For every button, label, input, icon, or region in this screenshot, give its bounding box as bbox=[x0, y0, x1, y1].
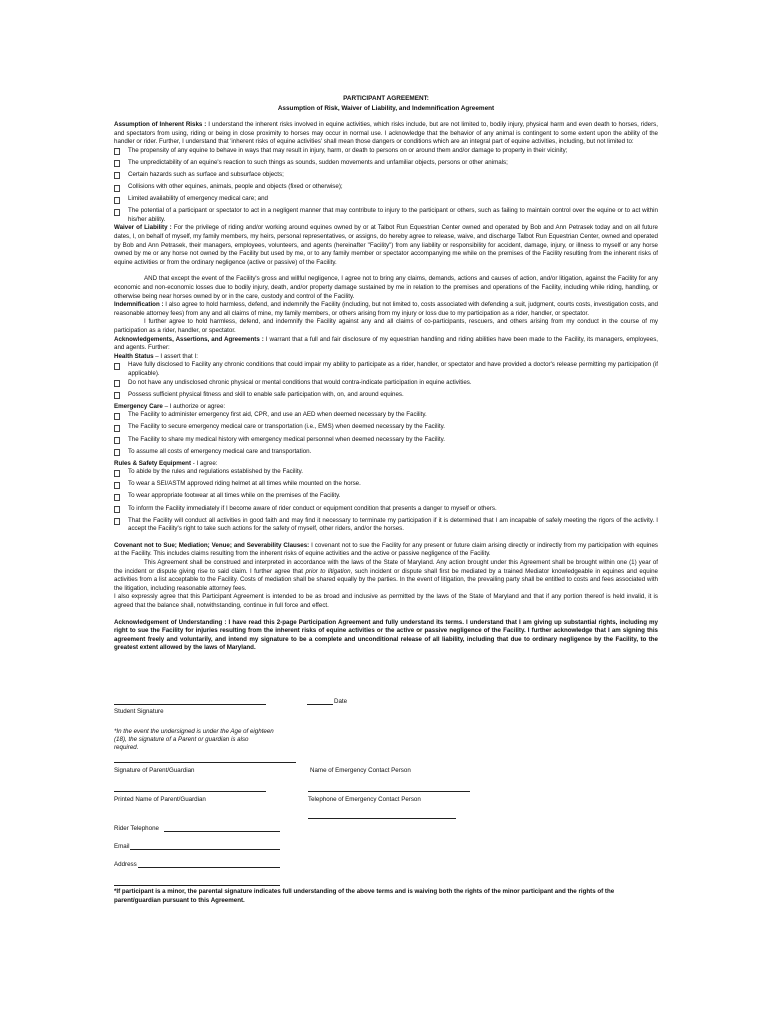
printed-name-label: Printed Name of Parent/Guardian bbox=[114, 796, 206, 803]
waiver-paragraph bbox=[114, 224, 658, 267]
list-item: To wear appropriate footwear at all times while on the premises of the Facility. bbox=[114, 492, 658, 504]
list-item: The unpredictability of an equine's reaction to such things as sounds, sudden movements and unfamiliar objects, persons or other animals; bbox=[114, 159, 658, 171]
rider-telephone-line[interactable] bbox=[164, 831, 280, 832]
list-item: Have fully disclosed to Facility any chronic conditions that could impair my ability to participate as a rider, handler, or spectator and have provided a doctor's release permitting my participation (if applicable). bbox=[114, 361, 658, 378]
list-item: Possess sufficient physical fitness and skill to enable safe participation with, on, and around equines. bbox=[114, 391, 658, 403]
understanding-paragraph bbox=[114, 619, 658, 653]
list-item: Do not have any undisclosed chronic physical or mental conditions that would contra-indicate participation in equine activities. bbox=[114, 379, 658, 391]
checkbox-icon bbox=[114, 482, 120, 489]
student-signature-label: Student Signature bbox=[114, 708, 164, 715]
list-item: Certain hazards such as surface and subsurface objects; bbox=[114, 171, 658, 183]
address-line[interactable] bbox=[138, 867, 280, 868]
checkbox-icon bbox=[114, 425, 120, 432]
checkbox-icon bbox=[114, 197, 120, 204]
covenant-paragraph bbox=[114, 542, 658, 559]
emergency-care-list bbox=[114, 411, 658, 459]
agreement-body bbox=[114, 94, 658, 653]
list-item: The propensity of any equine to behave in ways that may result in injury, harm, or death to persons on or around them and/or damage to property in their vicinity; bbox=[114, 147, 658, 159]
emergency-care-heading-line bbox=[114, 403, 658, 412]
emergency-phone-label: Telephone of Emergency Contact Person bbox=[308, 796, 421, 803]
acknowledgements-heading: Acknowledgements, Assertions, and Agreements : bbox=[114, 335, 264, 343]
health-status-heading-line bbox=[114, 353, 658, 362]
checkbox-icon bbox=[114, 518, 120, 525]
indemnification-heading: Indemnification : bbox=[114, 301, 164, 309]
checkbox-icon bbox=[114, 148, 120, 155]
date-line[interactable] bbox=[307, 704, 333, 705]
parent-signature-label: Signature of Parent/Guardian bbox=[114, 767, 195, 774]
severability-paragraph: I also expressly agree that this Participant Agreement is intended to be as broad and inclusive as permitted by the laws of the State of Maryland and that if any portion thereof is held invalid, it is agreed that the balance shall, notwithstanding, continue in full force and effect. bbox=[114, 593, 658, 609]
rules-heading-line bbox=[114, 460, 658, 469]
email-label: Email bbox=[114, 843, 130, 850]
checkbox-icon bbox=[114, 449, 120, 456]
checkbox-icon bbox=[114, 506, 120, 513]
further-agree-paragraph: I further agree to hold harmless, defend, and indemnify the Facility against any and all claims of co-participants, rescuers, and others arising from my conduct in the course of my participation as a rider, handler, or spectator. bbox=[114, 318, 658, 334]
health-status-suffix: – I assert that I: bbox=[153, 352, 198, 360]
checkbox-icon bbox=[114, 470, 120, 477]
document-title: PARTICIPANT AGREEMENT: bbox=[343, 95, 429, 102]
emergency-phone-line[interactable] bbox=[308, 791, 470, 792]
student-signature-line[interactable] bbox=[114, 704, 266, 705]
list-item: To assume all costs of emergency medical care and transportation. bbox=[114, 448, 658, 460]
construed-text-b: , such incident or dispute shall first be mediated by a trained Mediator knowledgeable in equines and equine activities from a list acceptable to the Facility. Costs of mediation shall be shared equally by the parties. In the event of litigation, the prevailing party shall be entitled to costs and fees associated with the litigation, including reasonable attorney fees. bbox=[114, 567, 658, 592]
list-item: Collisions with other equines, animals, people and objects (fixed or otherwise); bbox=[114, 183, 658, 195]
list-item: To abide by the rules and regulations established by the Facility. bbox=[114, 468, 658, 480]
rules-suffix: - I agree: bbox=[191, 459, 218, 467]
rules-heading: Rules & Safety Equipment bbox=[114, 459, 192, 467]
inherent-risks-paragraph bbox=[114, 121, 658, 147]
email-line[interactable] bbox=[130, 849, 280, 850]
waiver-heading: Waiver of Liability : bbox=[114, 224, 172, 232]
list-item: The Facility to administer emergency first aid, CPR, and use an AED when deemed necessary by the Facility. bbox=[114, 411, 658, 423]
checkbox-icon bbox=[114, 380, 120, 387]
emergency-name-label: Name of Emergency Contact Person bbox=[310, 767, 411, 774]
address-label: Address bbox=[114, 861, 137, 868]
checkbox-icon bbox=[114, 185, 120, 192]
footer-separator-line bbox=[114, 885, 280, 886]
list-item: The Facility to secure emergency medical care or transportation (i.e., EMS) when deemed necessary by the Facility. bbox=[114, 423, 658, 435]
checkbox-icon bbox=[114, 437, 120, 444]
parent-signature-line[interactable] bbox=[114, 762, 296, 763]
printed-name-line[interactable] bbox=[114, 791, 266, 792]
emergency-care-suffix: – I authorize or agree: bbox=[162, 402, 226, 410]
covenant-text: I covenant not to sue the Facility for any present or future claim arising directly or indirectly from my participation with equines at the Facility. This includes claims resulting from the inherent risks of equine activities and the active or passive negligence of the Facility. bbox=[114, 541, 658, 558]
waiver-text: For the privilege of riding and/or working around equines owned by or at Talbot Run Equestrian Center owned and operated by Bob and Ann Petrasek today and on all future dates, I, on behalf of myself, my family members, my heirs, personal representatives, or assigns, do hereby agree to release, waive, and discharge Talbot Run Equestrian Center, owned and operated by Bob and Ann Petrasek, their managers, employees, volunteers, and agents (hereinafter "Facility") from any liability or responsibility for accident, damage, injury, or illness to myself or any horse owned by me or any horse not owned by the Facility but used by me, or to any family member or spectator accompanying me while on the premises of the Facility resulting from the inherent risks of equine activities or from the ordinary negligence (active or passive) of the Facility. bbox=[114, 224, 658, 266]
footer-note: *If participant is a minor, the parental signature indicates full understanding of the above terms and is waiving both the rights of the minor participant and the rights of the parent/guardian pursuant to this Agreement. bbox=[114, 888, 615, 904]
construed-paragraph bbox=[114, 559, 658, 593]
inherent-risks-heading: Assumption of Inherent Risks : bbox=[114, 121, 207, 128]
health-status-heading: Health Status bbox=[114, 352, 154, 360]
checkbox-icon bbox=[114, 172, 120, 179]
inherent-risks-list bbox=[114, 147, 658, 225]
rider-telephone-label: Rider Telephone bbox=[114, 825, 159, 832]
covenant-heading: Covenant not to Sue; Mediation; Venue; and Severability Clauses: bbox=[114, 541, 310, 549]
document-subtitle: Assumption of Risk, Waiver of Liability, and Indemnification Agreement bbox=[277, 104, 495, 112]
checkbox-icon bbox=[114, 363, 120, 370]
list-item: The potential of a participant or spectator to act in a negligent manner that may contribute to injury to the participant or others, such as failing to maintain control over the equine or to act within his/her ability. bbox=[114, 207, 658, 224]
checkbox-icon bbox=[114, 160, 120, 167]
acknowledgements-text: I warrant that a full and fair disclosure of my equestrian handling and riding abilities have been made to the Facility, its managers, employees, and agents. Further: bbox=[114, 335, 659, 352]
construed-text-a: This Agreement shall be construed and interpreted in accordance with the laws of the State of Maryland. Any action brought under this Agreement shall be brought within one (1) year of the incident or dispute giving rise to said claim. I further agree that bbox=[114, 559, 658, 575]
checkbox-icon bbox=[114, 392, 120, 399]
list-item: That the Facility will conduct all activities in good faith and may find it necessary to terminate my participation if it is determined that I am incapable of safely meeting the rigors of the activity. I accept the Facility's right to take such actions for the safety of myself, other riders, and/or the horses. bbox=[114, 517, 658, 534]
emergency-extra-line[interactable] bbox=[308, 818, 456, 819]
checkbox-icon bbox=[114, 494, 120, 501]
acknowledgements-paragraph bbox=[114, 336, 658, 353]
checkbox-icon bbox=[114, 209, 120, 216]
list-item: The Facility to share my medical history with emergency medical personnel when deemed necessary by the Facility. bbox=[114, 436, 658, 448]
construed-text-italic: prior to litigation bbox=[305, 567, 351, 575]
health-status-list bbox=[114, 361, 658, 402]
indemnification-text: I also agree to hold harmless, defend, and indemnify the Facility (including, but not limited to, costs associated with defending a suit, judgment, courts costs, investigation costs, and reasonable attorney fees) from any and all claims of mine, my family members, or others arising from my injury or loss due to my participation as a rider, handler, or spectator. bbox=[114, 301, 658, 317]
minor-note: *In the event the undersigned is under the Age of eighteen (18), the signature of a Parent or guardian is also required. bbox=[114, 728, 274, 751]
date-label: Date bbox=[334, 698, 348, 705]
list-item: To wear a SEI/ASTM approved riding helmet at all times while mounted on the horse. bbox=[114, 480, 658, 492]
inherent-risks-text: I understand the inherent risks involved in equine activities, which risks include, but are not limited to, bodily injury, physical harm and even death to horses, riders, and spectators from using, riding or being in close proximity to horses may occur in normal use. I acknowledge that the behavior of any animal is contingent to some extent upon the ability of the handler or rider. Further, I understand that 'inherent risks of equine activities' shall mean those dangers or conditions which are an integral part of equine activities, including, but not limited to: bbox=[114, 121, 658, 146]
list-item: Limited availability of emergency medical care; and bbox=[114, 195, 658, 207]
list-item: To inform the Facility immediately if I become aware of rider conduct or equipment condition that presents a danger to myself or others. bbox=[114, 505, 658, 517]
rules-list bbox=[114, 468, 658, 534]
understanding-text: Acknowledgement of Understanding : I have read this 2-page Participation Agreement and fully understand its terms. I understand that I am giving up substantial rights, including my right to sue the Facility for injuries resulting from the inherent risks of equine activities or the active or passive negligence of the Facility. I further acknowledge that I am signing this agreement freely and voluntarily, and intend my signature to be a complete and unconditional release of all liability, including that due to ordinary negligence by the Facility, to the greatest extent allowed by the laws of Maryland. bbox=[114, 618, 658, 652]
indemnification-paragraph bbox=[114, 301, 658, 318]
emergency-care-heading: Emergency Care bbox=[114, 402, 163, 410]
and-that-paragraph: AND that except the event of the Facility's gross and willful negligence, I agree not to bring any claims, demands, actions and causes of action, and/or litigation, against the Facility for any economic and non-economic losses due to bodily injury, death, and/or property damage sustained by me in relation to the premises and operations of the Facility, including while riding, handling, or otherwise being near horses owned by or in the care, custody and control of the Facility. bbox=[114, 275, 658, 300]
checkbox-icon bbox=[114, 413, 120, 420]
